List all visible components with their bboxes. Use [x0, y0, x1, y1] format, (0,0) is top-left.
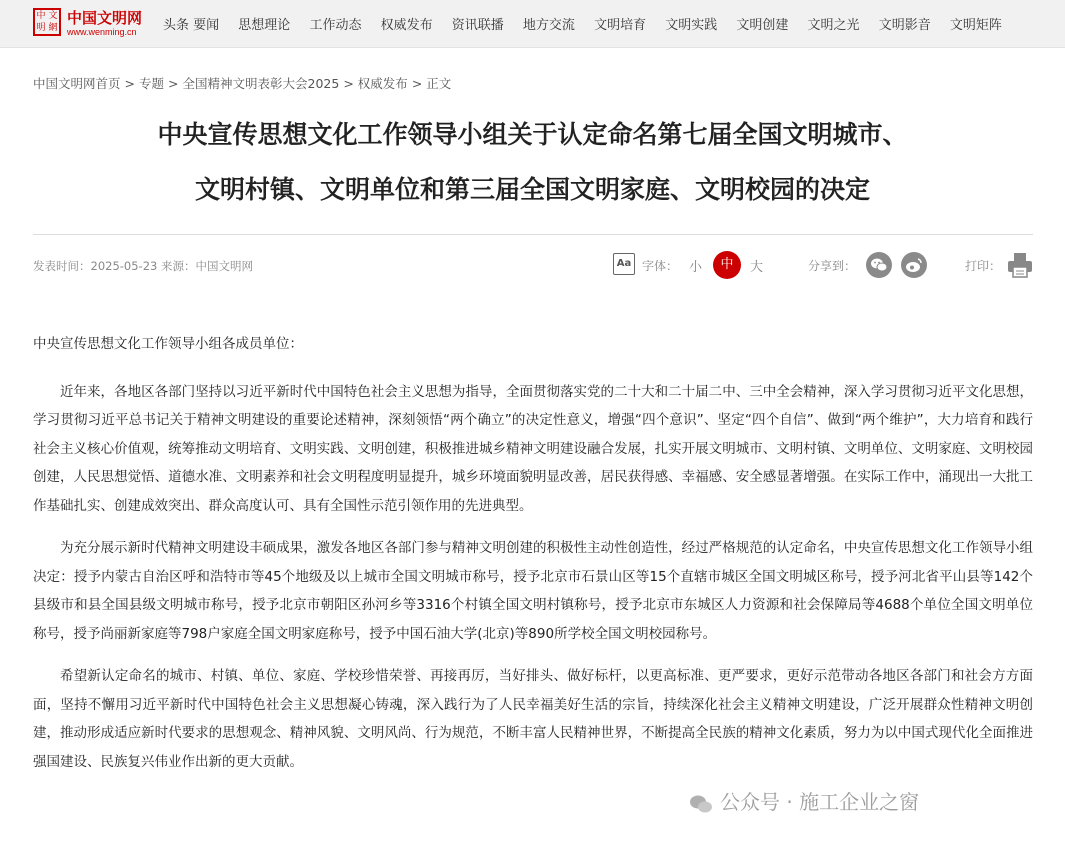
nav-item-civility-creation[interactable]: 文明创建: [736, 18, 789, 33]
article-meta: 发表时间：2025-05-23 来源：中国文明网: [33, 259, 253, 273]
breadcrumb-topics[interactable]: 专题: [139, 76, 165, 91]
title-divider: [33, 234, 1033, 235]
nav-item-headlines[interactable]: 头条 要闻: [163, 18, 220, 33]
breadcrumb-home[interactable]: 中国文明网首页: [33, 76, 121, 91]
printer-icon[interactable]: [1006, 251, 1034, 279]
site-name: 中国文明网: [67, 9, 143, 27]
breadcrumb-separator: >: [168, 76, 179, 91]
nav-item-official-release[interactable]: 权威发布: [380, 18, 433, 33]
body-paragraph: 希望新认定命名的城市、村镇、单位、家庭、学校珍惜荣誉、再接再厉，当好排头、做好标杆，以更高标准、更严要求，更好示范带动各地区各部门和社会方方面面，坚持不懈用习近平新时代中国特色社会主义思想凝心铸魂，深入践行为了人民幸福美好生活的宗旨，持续深化社会主义精神文明建设，广泛开展群众性精神文明创建，推动形成适应新时代要求的思想观念、精神风貌、文明风尚、行为规范，不断丰富人民精神世界，不断提高全民族的精神文化素质，努力为以中国式现代化全面推进强国建设、民族复兴伟业作出新的更大贡献。: [33, 668, 1033, 770]
seal-char: 中: [36, 11, 46, 21]
wechat-watermark-icon: [688, 791, 714, 817]
nav-item-civility-matrix[interactable]: 文明矩阵: [949, 18, 1002, 33]
print-label: 打印：: [965, 259, 1002, 273]
nav-item-civility-media[interactable]: 文明影音: [878, 18, 931, 33]
site-url: www.wenming.cn: [67, 27, 137, 37]
watermark-text: 公众号 · 施工企业之窗: [720, 790, 920, 814]
nav-item-civility-cultivation[interactable]: 文明培育: [594, 18, 647, 33]
article-title-line-1: 中央宣传思想文化工作领导小组关于认定命名第七届全国文明城市、: [157, 120, 908, 149]
nav-item-news-broadcast[interactable]: 资讯联播: [451, 18, 504, 33]
watermark: [688, 786, 919, 817]
breadcrumb-conference[interactable]: 全国精神文明表彰大会2025: [182, 76, 340, 91]
top-navigation-bar: [0, 0, 1065, 48]
breadcrumb-separator: >: [124, 76, 135, 91]
font-large-button[interactable]: 大: [750, 260, 764, 275]
main-nav: [163, 14, 1017, 33]
weibo-share-icon[interactable]: [901, 252, 927, 278]
nav-item-civility-practice[interactable]: 文明实践: [665, 18, 718, 33]
article-body: [33, 330, 1033, 790]
font-medium-button[interactable]: 中: [713, 251, 741, 279]
breadcrumb-release[interactable]: 权威发布: [357, 76, 408, 91]
article-title-line-2: 文明村镇、文明单位和第三届全国文明家庭、文明校园的决定: [194, 175, 870, 204]
seal-char: 網: [48, 23, 58, 33]
font-size-icon: Aa: [613, 253, 635, 275]
font-size-label: 字体：: [642, 259, 679, 273]
body-paragraph: 近年来，各地区各部门坚持以习近平新时代中国特色社会主义思想为指导，全面贯彻落实党的二十大和二十届二中、三中全会精神，深入学习贯彻习近平文化思想，学习贯彻习近平总书记关于精神文明建设的重要论述精神，深刻领悟“两个确立”的决定性意义，增强“四个意识”、坚定“四个自信”、做到“两个维护”，大力培育和践行社会主义核心价值观，统筹推动文明培育、文明实践、文明创建，积极推进城乡精神文明建设融合发展，扎实开展文明城市、文明村镇、文明单位、文明家庭、文明校园创建，人民思想觉悟、道德水准、文明素养和社会文明程度明显提升，城乡环境面貌明显改善，居民获得感、幸福感、安全感显著增强。在实际工作中，涌现出一大批工作基础扎实、创建成效突出、群众高度认可、具有全国性示范引领作用的先进典型。: [33, 383, 1033, 514]
share-label: 分享到：: [808, 259, 857, 273]
breadcrumb: [33, 74, 451, 92]
breadcrumb-current: 正文: [426, 76, 452, 91]
seal-char: 文: [48, 11, 58, 21]
salutation-paragraph: 中央宣传思想文化工作领导小组各成员单位：: [33, 336, 303, 352]
wechat-share-icon[interactable]: [866, 252, 892, 278]
nav-item-local-exchange[interactable]: 地方交流: [522, 18, 575, 33]
seal-char: 明: [36, 23, 46, 33]
nav-item-theory[interactable]: 思想理论: [238, 18, 291, 33]
font-small-button[interactable]: 小: [689, 260, 703, 275]
breadcrumb-separator: >: [343, 76, 354, 91]
nav-item-work-news[interactable]: 工作动态: [309, 18, 362, 33]
breadcrumb-separator: >: [411, 76, 423, 91]
body-paragraph: 为充分展示新时代精神文明建设丰硕成果，激发各地区各部门参与精神文明创建的积极性主动性创造性，经过严格规范的认定命名，中央宣传思想文化工作领导小组决定：授予内蒙古自治区呼和浩特市等45个地级及以上城市全国文明城市称号，授予北京市石景山区等15个直辖市城区全国文明城区称号，授予河北省平山县等142个县级市和县全国县级文明城市称号，授予北京市朝阳区孙河乡等3316个村镇全国文明村镇称号，授予北京市东城区人力资源和社会保障局等4688个单位全国文明单位称号，授予尚丽新家庭等798户家庭全国文明家庭称号，授予中国石油大学(北京)等890所学校全国文明校园称号。: [33, 540, 1033, 642]
logo-seal-icon: [33, 8, 61, 36]
nav-item-civility-light[interactable]: 文明之光: [807, 18, 860, 33]
